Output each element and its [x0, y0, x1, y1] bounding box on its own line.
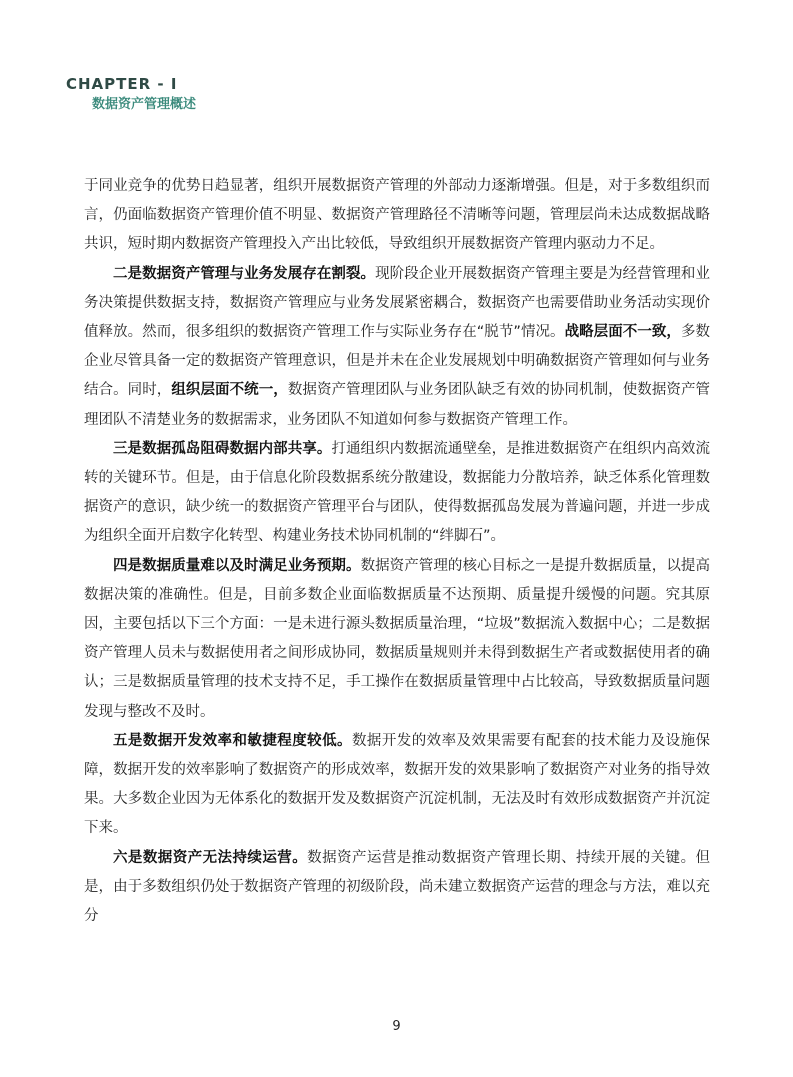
paragraph-2: [84, 260, 710, 435]
paragraph-body: 数据资产管理的核心目标之一是提升数据质量，以提高数据决策的准确性。但是，目前多数企业面临数据质量不达预期、质量提升缓慢的问题。究其原因，主要包括以下三个方面：一是未进行源头数据质量治理，“垃圾”数据流入数据中心；二是数据资产管理人员未与数据使用者之间形成协同，数据质量规则并未得到数据生产者或数据使用者的确认；三是数据质量管理的技术支持不足，手工操作在数据质量管理中占比较高，导致数据质量问题发现与整改不及时。: [84, 557, 710, 720]
paragraph-3: [84, 435, 710, 552]
paragraph-emphasis: 战略层面不一致，: [564, 324, 681, 341]
chapter-header: [66, 74, 196, 114]
paragraph-body: 多数企业尽管具备一定的数据资产管理意识，但是并未在企业发展规划中明确数据资产管理如何与业务结合。同时，: [84, 324, 710, 399]
body-text: [84, 172, 710, 931]
paragraph-6: [84, 844, 710, 932]
paragraph-4: [84, 552, 710, 727]
chapter-label: CHAPTER - I: [66, 75, 178, 93]
chapter-subtitle: 数据资产管理概述: [92, 97, 197, 112]
page-number: 9: [392, 1019, 401, 1034]
paragraph-body: 现阶段企业开展数据资产管理主要是为经营管理和业务决策提供数据支持，数据资产管理应与业务发展紧密耦合，数据资产也需要借助业务活动实现价值释放。然而，很多组织的数据资产管理工作与实际业务存在“脱节”情况。: [84, 265, 710, 341]
paragraph-emphasis: 组织层面不统一，: [171, 382, 288, 399]
paragraph-lead: 二是数据资产管理与业务发展存在割裂。: [113, 265, 376, 282]
paragraph-body: 数据资产管理团队与业务团队缺乏有效的协同机制，使数据资产管理团队不清楚业务的数据需求，业务团队不知道如何参与数据资产管理工作。: [84, 382, 711, 428]
paragraph-1: [84, 172, 710, 260]
paragraph-lead: 四是数据质量难以及时满足业务预期。: [113, 557, 361, 574]
paragraph-lead: 六是数据资产无法持续运营。: [113, 849, 308, 866]
paragraph-body: 数据资产运营是推动数据资产管理长期、持续开展的关键。但是，由于多数组织仍处于数据资产管理的初级阶段，尚未建立数据资产运营的理念与方法，难以充分: [84, 849, 711, 925]
paragraph-body: 数据开发的效率及效果需要有配套的技术能力及设施保障，数据开发的效率影响了数据资产的形成效率，数据开发的效果影响了数据资产对业务的指导效果。大多数企业因为无体系化的数据开发及数据资产沉淀机制，无法及时有效形成数据资产并沉淀下来。: [84, 732, 711, 837]
paragraph-body: 打通组织内数据流通壁垒，是推进数据资产在组织内高效流转的关键环节。但是，由于信息化阶段数据系统分散建设，数据能力分散培养，缺乏体系化管理数据资产的意识，缺少统一的数据资产管理平台与团队，使得数据孤岛发展为普遍问题，并进一步成为组织全面开启数字化转型、构建业务技术协同机制的“绊脚石”。: [84, 440, 710, 545]
paragraph-lead: 五是数据开发效率和敏捷程度较低。: [113, 732, 352, 749]
paragraph-body: 于同业竞争的优势日趋显著，组织开展数据资产管理的外部动力逐渐增强。但是，对于多数组织而言，仍面临数据资产管理价值不明显、数据资产管理路径不清晰等问题，管理层尚未达成数据战略共识，短时期内数据资产管理投入产出比较低，导致组织开展数据资产管理内驱动力不足。: [84, 178, 710, 253]
paragraph-lead: 三是数据孤岛阻碍数据内部共享。: [113, 440, 332, 457]
paragraph-5: [84, 727, 710, 844]
